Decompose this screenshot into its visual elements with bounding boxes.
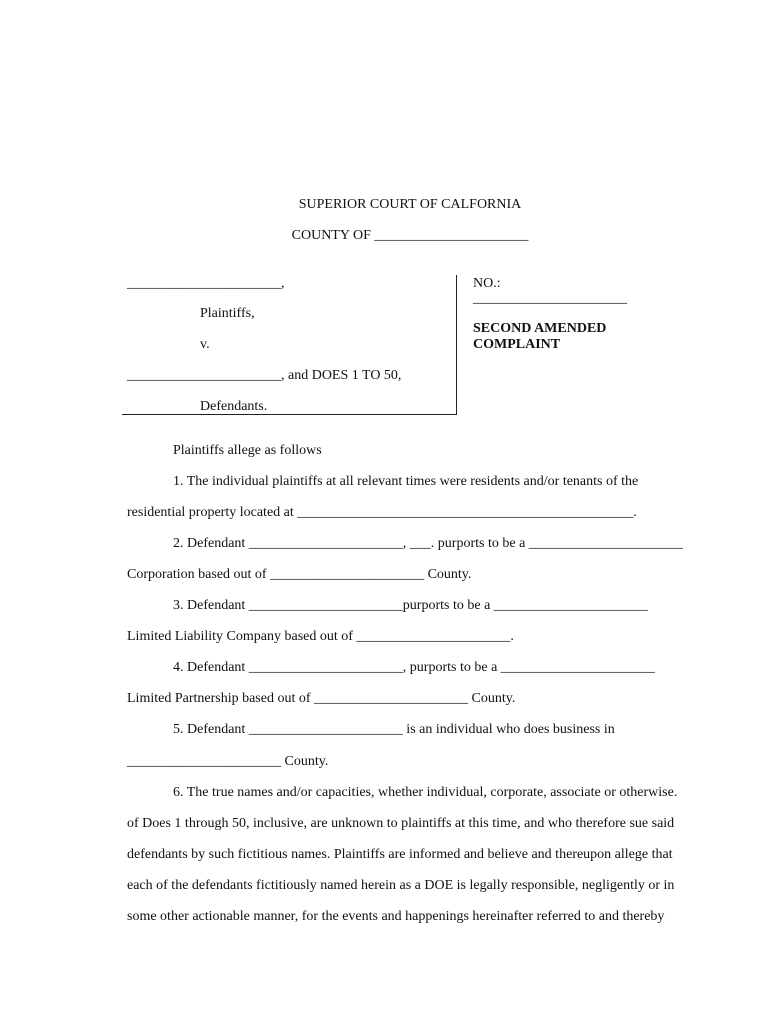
caption-vertical-divider (456, 275, 457, 415)
plaintiff-name-blank: ______________________, (127, 276, 285, 291)
body-line: defendants by such fictitious names. Plaintiffs are informed and believe and thereupon allege that (127, 847, 673, 862)
body-line: residential property located at ________________________________________________. (127, 505, 637, 520)
body-line: 6. The true names and/or capacities, whether individual, corporate, associate or otherwise. (173, 785, 678, 800)
body-line: Limited Partnership based out of ______________________ County. (127, 691, 516, 706)
body-line: Limited Liability Company based out of ______________________. (127, 629, 514, 644)
body-line: some other actionable manner, for the events and happenings hereinafter referred to and thereby (127, 909, 665, 924)
versus-label: v. (200, 337, 210, 352)
document-title-line-2: COMPLAINT (473, 337, 561, 352)
court-title: SUPERIOR COURT OF CALFORNIA (298, 197, 522, 212)
body-line: 3. Defendant ______________________purports to be a ______________________ (173, 598, 648, 613)
document-title-line-1: SECOND AMENDED (473, 321, 607, 336)
caption-horizontal-divider (122, 414, 457, 415)
body-line: Corporation based out of ______________________ County. (127, 567, 472, 582)
body-line: 4. Defendant ______________________, purports to be a ______________________ (173, 660, 655, 675)
defendants-label: Defendants. (200, 399, 268, 414)
county-line: COUNTY OF ______________________ (291, 228, 529, 243)
plaintiffs-label: Plaintiffs, (200, 306, 255, 321)
body-line: 2. Defendant ______________________, ___. purports to be a ______________________ (173, 536, 683, 551)
body-line: 5. Defendant ______________________ is an individual who does business in (173, 722, 615, 737)
body-line: ______________________ County. (127, 754, 329, 769)
body-line: 1. The individual plaintiffs at all relevant times were residents and/or tenants of the (173, 474, 639, 489)
intro-line: Plaintiffs allege as follows (173, 443, 322, 458)
defendant-name-blank: ______________________, and DOES 1 TO 50, (127, 368, 402, 383)
body-line: each of the defendants fictitiously named herein as a DOE is legally responsible, negligently or in (127, 878, 675, 893)
body-line: of Does 1 through 50, inclusive, are unknown to plaintiffs at this time, and who therefore sue said (127, 816, 675, 831)
case-number-label: NO.: (473, 276, 501, 291)
case-number-blank: ______________________ (473, 291, 627, 306)
